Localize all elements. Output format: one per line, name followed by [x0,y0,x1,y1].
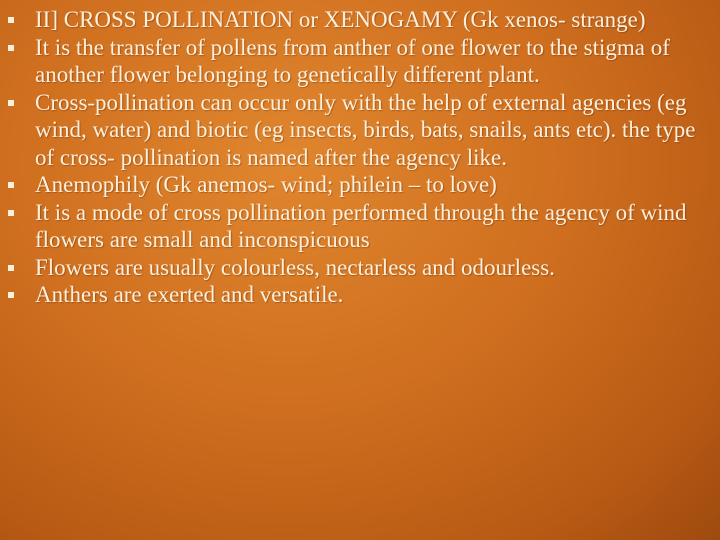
bullet-item [8,34,710,89]
bullet-item [8,281,710,309]
bullet-text: It is the transfer of pollens from anther of one flower to the stigma of another flower belonging to genetically different plant. [35,34,670,87]
square-bullet-icon [8,292,14,298]
square-bullet-icon [8,45,14,51]
bullet-text: Flowers are usually colourless, nectarless and odourless. [35,254,555,280]
square-bullet-icon [8,100,14,106]
bullet-text: Anthers are exerted and versatile. [35,282,344,307]
bullet-list [8,6,710,309]
square-bullet-icon [8,182,14,188]
bullet-item [8,6,710,34]
bullet-item [8,199,710,254]
bullet-item [8,171,710,199]
bullet-text: II] CROSS POLLINATION or XENOGAMY (Gk xenos- strange) [35,7,646,32]
square-bullet-icon [8,210,14,216]
bullet-item [8,89,710,172]
bullet-text: Cross-pollination can occur only with the help of external agencies (eg wind, water) and biotic (eg insects, birds, bats, snails, ants etc). the type of cross- pollination is named after the agency like. [35,89,696,170]
bullet-text: Anemophily (Gk anemos- wind; philein – to love) [35,172,497,197]
square-bullet-icon [8,265,14,271]
square-bullet-icon [8,17,14,23]
bullet-item [8,254,710,282]
bullet-text: It is a mode of cross pollination performed through the agency of wind flowers are small and inconspicuous [35,199,687,252]
